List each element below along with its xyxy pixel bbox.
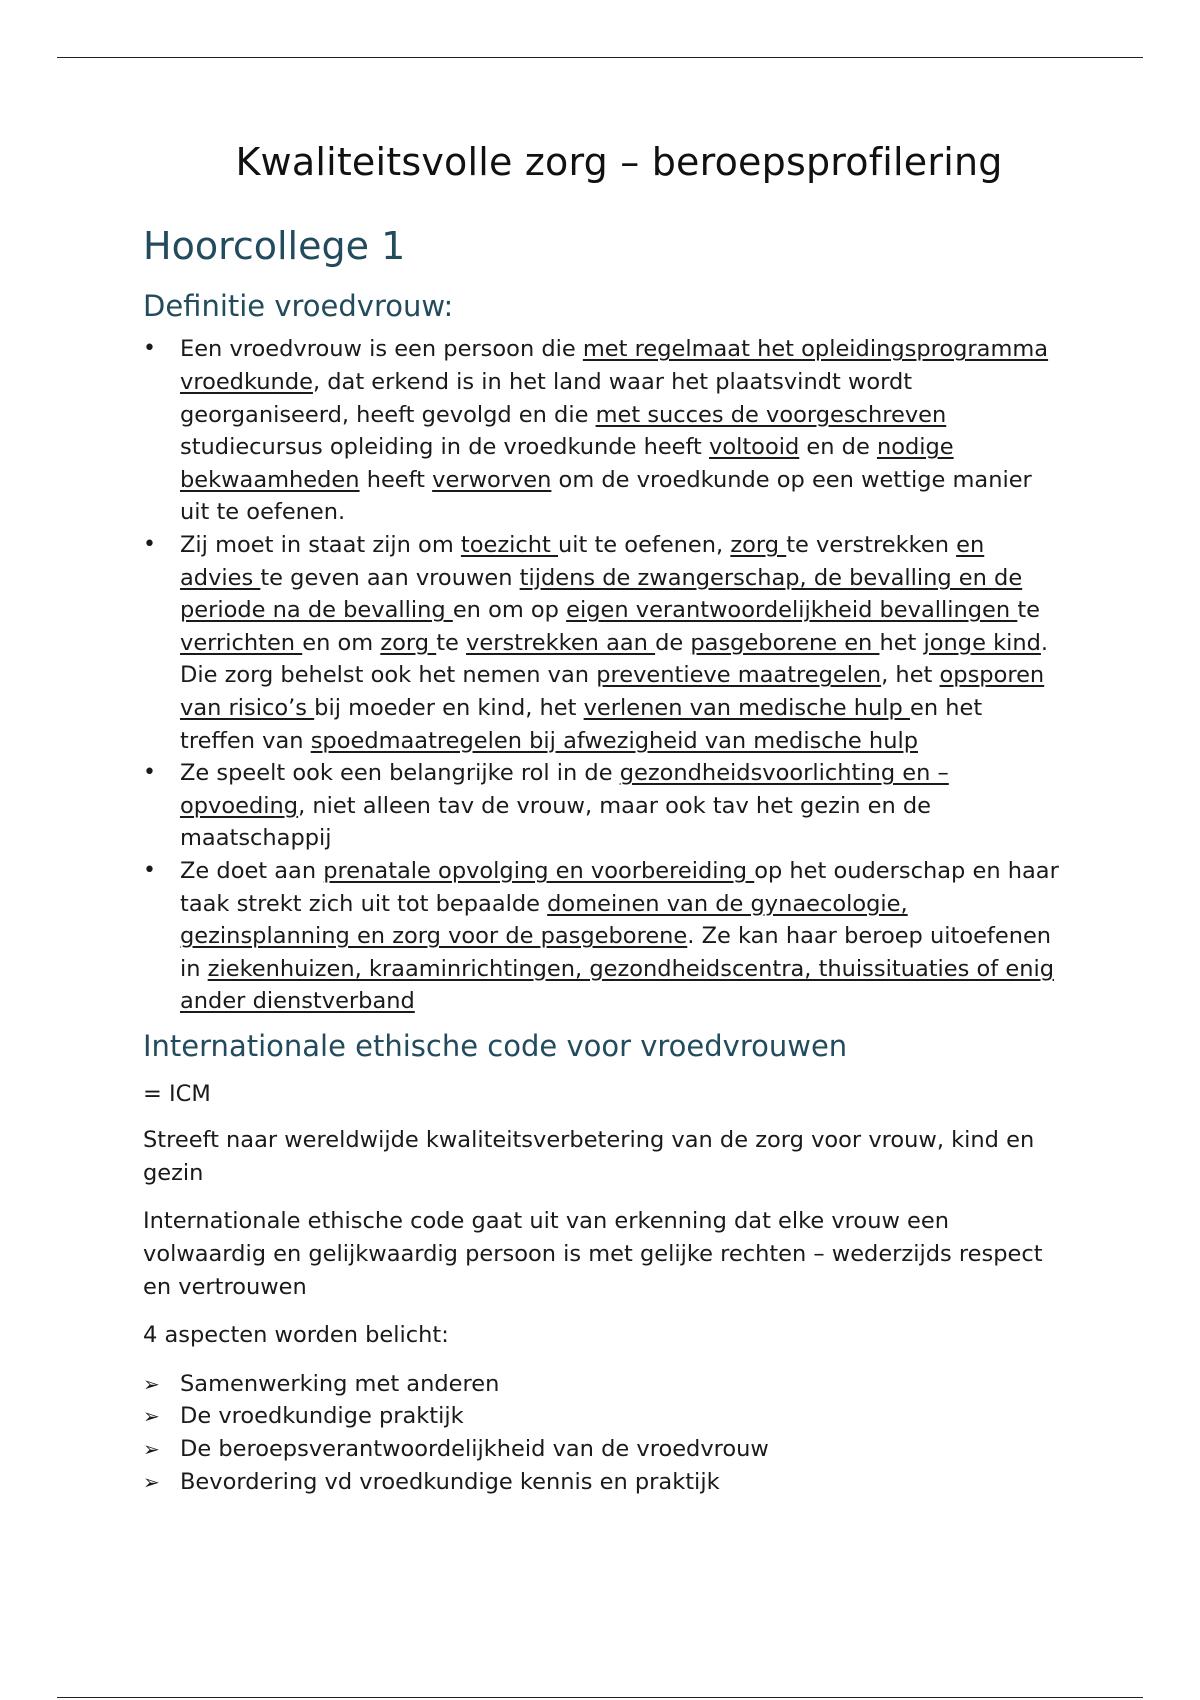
definition-bullet-3: • Ze speelt ook een belangrijke rol in de gezondheidsvoorlichting en –opvoeding, niet alleen tav de vrouw, maar ook tav het gezin en de maatschappij: [143, 757, 1063, 855]
definition-heading: Definitie vroedvrouw:: [143, 288, 454, 323]
document-body: [143, 140, 1063, 1498]
document-title: Kwaliteitsvolle zorg – beroepsprofilering: [235, 140, 1003, 184]
aspect-item: ➢ De vroedkundige praktijk: [143, 1400, 1063, 1433]
section-heading: Hoorcollege 1: [143, 224, 406, 268]
aspect-item: ➢ De beroepsverantwoordelijkheid van de vroedvrouw: [143, 1433, 1063, 1466]
icm-paragraph-1: Streeft naar wereldwijde kwaliteitsverbetering van de zorg voor vrouw, kind en gezin: [143, 1127, 1035, 1186]
arrow-bullet-icon: ➢: [143, 1436, 160, 1461]
top-rule: [57, 57, 1143, 58]
arrow-bullet-icon: ➢: [143, 1404, 160, 1429]
icm-paragraph-3: 4 aspecten worden belicht:: [143, 1322, 449, 1349]
aspect-item: ➢ Bevordering vd vroedkundige kennis en praktijk: [143, 1466, 1063, 1499]
icm-heading: Internationale ethische code voor vroedvrouwen: [143, 1028, 848, 1063]
arrow-bullet-icon: ➢: [143, 1469, 160, 1494]
icm-abbreviation: = ICM: [143, 1080, 211, 1107]
definition-bullet-1: • Een vroedvrouw is een persoon die met regelmaat het opleidingsprogramma vroedkunde, dat erkend is in het land waar het plaatsvindt wordt georganiseerd, heeft gevolgd en die met succes de voorgeschreven studiecursus opleiding in de vroedkunde heeft voltooid en de nodige bekwaamheden heeft verworven om de vroedkunde op een wettige manier uit te oefenen.: [143, 333, 1063, 529]
definition-bullet-2: • Zij moet in staat zijn om toezicht uit te oefenen, zorg te verstrekken en advies te geven aan vrouwen tijdens de zwangerschap, de bevalling en de periode na de bevalling en om op eigen verantwoordelijkheid bevallingen te verrichten en om zorg te verstrekken aan de pasgeborene en het jonge kind. Die zorg behelst ook het nemen van preventieve maatregelen, het opsporen van risico’s bij moeder en kind, het verlenen van medische hulp en het treffen van spoedmaatregelen bij afwezigheid van medische hulp: [143, 529, 1063, 757]
definition-list: [143, 333, 1063, 1017]
aspect-item: ➢ Samenwerking met anderen: [143, 1368, 1063, 1401]
bottom-rule: [57, 1697, 1143, 1698]
arrow-bullet-icon: ➢: [143, 1371, 160, 1396]
definition-bullet-4: • Ze doet aan prenatale opvolging en voorbereiding op het ouderschap en haar taak strekt zich uit tot bepaalde domeinen van de gynaecologie, gezinsplanning en zorg voor de pasgeborene. Ze kan haar beroep uitoefenen in ziekenhuizen, kraaminrichtingen, gezondheidscentra, thuissituaties of enig ander dienstverband: [143, 855, 1063, 1018]
aspects-list: [143, 1368, 1063, 1498]
icm-paragraph-2: Internationale ethische code gaat uit van erkenning dat elke vrouw een volwaardig en gelijkwaardig persoon is met gelijke rechten – wederzijds respect en vertrouwen: [143, 1208, 1043, 1300]
